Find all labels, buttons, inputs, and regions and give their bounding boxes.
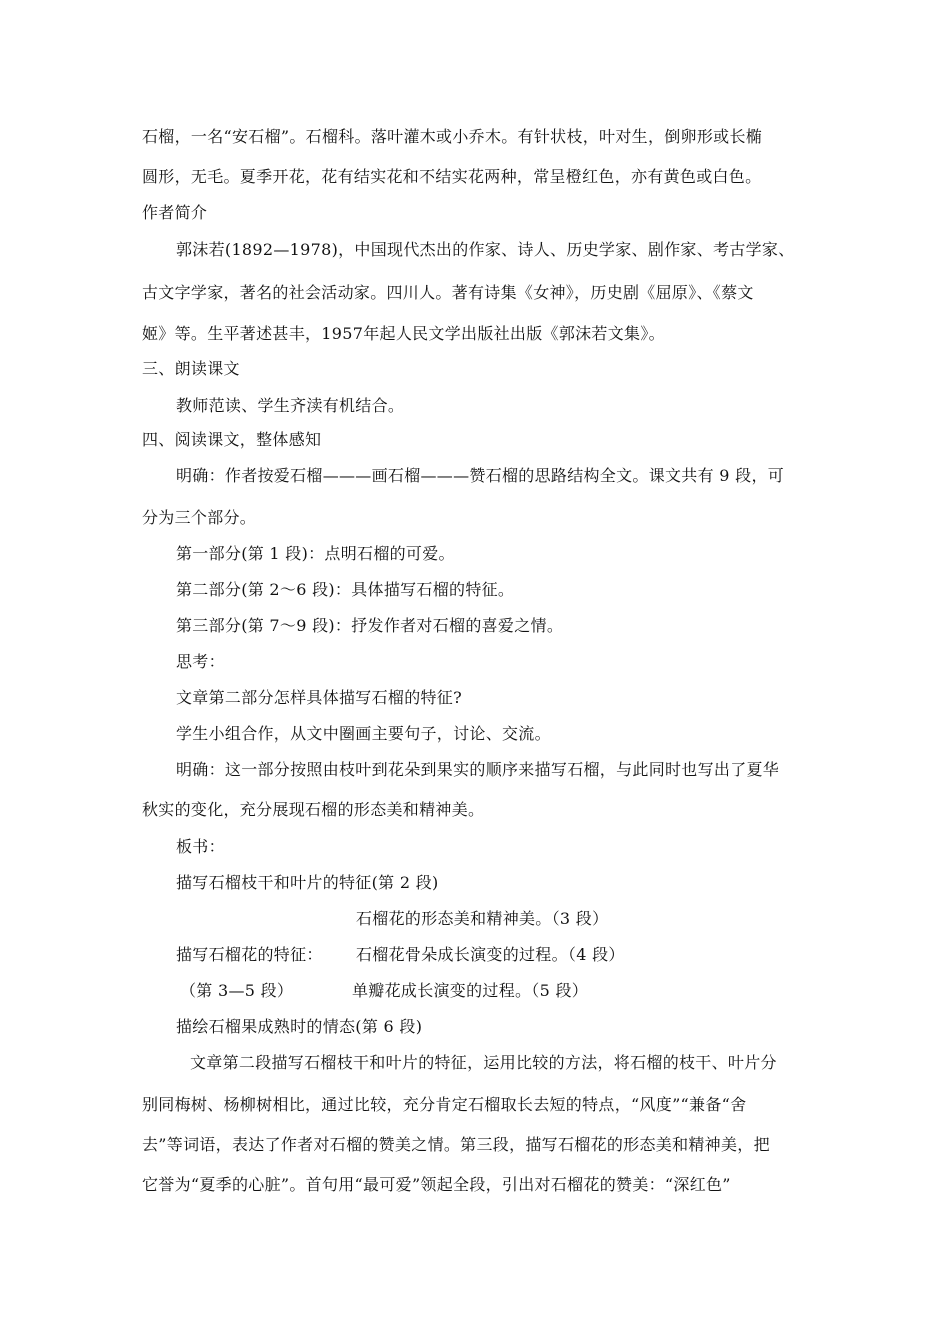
author-line-1: 郭沫若(1892—1978)，中国现代杰出的作家、诗人、历史学家、剧作家、考古学家、 <box>176 240 795 259</box>
section-4-heading: 四、阅读课文，整体感知 <box>142 430 322 449</box>
board-line-3b: 石榴花骨朵成长演变的过程。（4 段） <box>356 945 625 964</box>
part-1: 第一部分(第 1 段)：点明石榴的可爱。 <box>176 544 455 563</box>
board-line-4b: 单瓣花成长演变的过程。（5 段） <box>352 981 589 1000</box>
intro-line-1: 石榴，一名“安石榴”。石榴科。落叶灌木或小乔木。有针状枝，叶对生，倒卵形或长椭 <box>142 127 763 146</box>
think-label: 思考： <box>176 652 225 671</box>
clarify-1-line-2: 分为三个部分。 <box>142 508 257 527</box>
section-3-text: 教师范读、学生齐渎有机结合。 <box>176 396 405 415</box>
board-line-5: 描绘石榴果成熟时的情态(第 6 段) <box>176 1017 423 1036</box>
part-2: 第二部分(第 2～6 段)：具体描写石榴的特征。 <box>176 580 515 599</box>
analysis-line-3: 去”等词语，表达了作者对石榴的赞美之情。第三段，描写石榴花的形态美和精神美，把 <box>142 1135 770 1154</box>
author-heading: 作者简介 <box>142 203 208 222</box>
author-line-2: 古文字学家，著名的社会活动家。四川人。著有诗集《女神》，历史剧《屈原》、《蔡文 <box>142 283 754 302</box>
clarify-2-line-1: 明确：这一部分按照由枝叶到花朵到果实的顺序来描写石榴，与此同时也写出了夏华 <box>176 760 780 779</box>
author-line-3: 姬》等。生平著述甚丰，1957年起人民文学出版社出版《郭沫若文集》。 <box>142 324 665 343</box>
board-line-2: 石榴花的形态美和精神美。（3 段） <box>356 909 609 928</box>
group-work: 学生小组合作，从文中圈画主要句子，讨论、交流。 <box>176 724 551 743</box>
analysis-line-1: 文章第二段描写石榴枝干和叶片的特征，运用比较的方法，将石榴的枝干、叶片分 <box>190 1053 777 1072</box>
clarify-1-line-1: 明确：作者按爱石榴———画石榴———赞石榴的思路结构全文。课文共有 9 段，可 <box>176 466 785 485</box>
part-3: 第三部分(第 7～9 段)：抒发作者对石榴的喜爱之情。 <box>176 616 564 635</box>
intro-line-2: 圆形，无毛。夏季开花，花有结实花和不结实花两种，常呈橙红色，亦有黄色或白色。 <box>142 167 762 186</box>
board-line-3a: 描写石榴花的特征： <box>176 945 323 964</box>
board-line-4a: （第 3—5 段） <box>180 981 294 1000</box>
analysis-line-2: 别同梅树、杨柳树相比，通过比较，充分肯定石榴取长去短的特点，“风度”“兼备“舍 <box>142 1095 747 1114</box>
board-line-1: 描写石榴枝干和叶片的特征(第 2 段) <box>176 873 439 892</box>
board-label: 板书： <box>176 837 225 856</box>
section-3-heading: 三、朗读课文 <box>142 359 240 378</box>
analysis-line-4: 它誉为“夏季的心脏”。首句用“最可爱”领起全段，引出对石榴花的赞美：“深红色” <box>142 1175 731 1194</box>
clarify-2-line-2: 秋实的变化，充分展现石榴的形态美和精神美。 <box>142 800 485 819</box>
question: 文章第二部分怎样具体描写石榴的特征? <box>176 688 462 707</box>
